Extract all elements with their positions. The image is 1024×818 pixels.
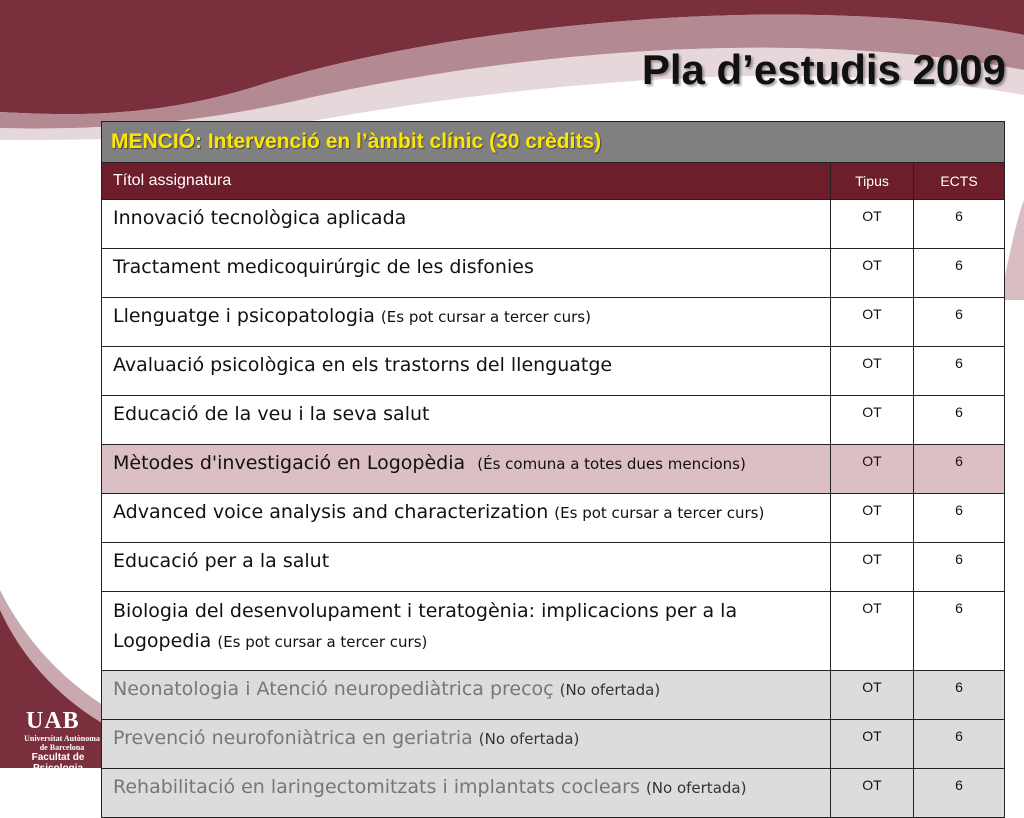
table-row [102, 543, 1005, 592]
course-name: Tractament medicoquirúrgic de les disfonies [113, 256, 534, 278]
course-cell [102, 298, 831, 347]
course-cell [102, 494, 831, 543]
course-ects: 6 [914, 249, 1005, 298]
course-name: Llenguatge i psicopatologia [113, 305, 375, 327]
university-name-line2: de Barcelona [39, 743, 85, 752]
course-note: (Es pot cursar a tercer curs) [217, 633, 428, 651]
course-name: Avaluació psicològica en els trastorns del llenguatge [113, 354, 613, 376]
subject-column-header: Títol assignatura [102, 163, 831, 200]
table-row [102, 249, 1005, 298]
course-cell [102, 249, 831, 298]
table-row [102, 396, 1005, 445]
course-ects: 6 [914, 494, 1005, 543]
course-name: Neonatologia i Atenció neuropediàtrica precoç [113, 678, 554, 700]
course-type: OT [831, 347, 914, 396]
course-ects: 6 [914, 592, 1005, 671]
table-row [102, 347, 1005, 396]
course-cell [102, 200, 831, 249]
course-name: Prevenció neurofoniàtrica en geriatria [113, 727, 473, 749]
course-cell [102, 769, 831, 818]
course-type: OT [831, 769, 914, 818]
course-name: Rehabilitació en laringectomitzats i implantats coclears [113, 776, 640, 798]
course-type: OT [831, 671, 914, 720]
course-cell [102, 592, 831, 671]
course-cell [102, 347, 831, 396]
course-note: (És comuna a totes dues mencions) [477, 455, 746, 473]
course-type: OT [831, 494, 914, 543]
uab-logo [0, 704, 112, 774]
course-type: OT [831, 249, 914, 298]
course-name: Advanced voice analysis and characterization [113, 501, 549, 523]
course-name: Innovació tecnològica aplicada [113, 207, 407, 229]
course-note: (No ofertada) [559, 681, 661, 699]
course-ects: 6 [914, 445, 1005, 494]
course-ects: 6 [914, 671, 1005, 720]
course-note: (No ofertada) [645, 779, 747, 797]
slide-title: Pla d’estudis 2009 [641, 46, 1006, 93]
type-column-header: Tipus [831, 163, 914, 200]
course-type: OT [831, 396, 914, 445]
mention-title: MENCIÓ: Intervenció en l’àmbit clínic (30 crèdits) [102, 122, 1005, 163]
course-ects: 6 [914, 347, 1005, 396]
course-ects: 6 [914, 200, 1005, 249]
course-cell [102, 445, 831, 494]
table-row [102, 200, 1005, 249]
course-type: OT [831, 720, 914, 769]
university-name-line1: Universitat Autònoma [24, 734, 100, 743]
course-name: Educació de la veu i la seva salut [113, 403, 430, 425]
table-row [102, 445, 1005, 494]
course-cell [102, 396, 831, 445]
course-ects: 6 [914, 769, 1005, 818]
course-note: (Es pot cursar a tercer curs) [380, 308, 591, 326]
courses-table [101, 121, 1005, 818]
course-type: OT [831, 200, 914, 249]
course-name: Mètodes d'investigació en Logopèdia [113, 452, 466, 474]
logo-mark: UAB [26, 708, 80, 734]
course-ects: 6 [914, 543, 1005, 592]
mention-row [102, 122, 1005, 163]
faculty-name: Facultat de Psicologia [31, 752, 85, 774]
course-ects: 6 [914, 396, 1005, 445]
course-type: OT [831, 298, 914, 347]
course-ects: 6 [914, 298, 1005, 347]
table-row [102, 494, 1005, 543]
course-type: OT [831, 592, 914, 671]
course-cell [102, 543, 831, 592]
table-row [102, 592, 1005, 671]
course-type: OT [831, 445, 914, 494]
table-row [102, 298, 1005, 347]
course-name: Educació per a la salut [113, 550, 330, 572]
course-ects: 6 [914, 720, 1005, 769]
table-row [102, 769, 1005, 818]
ects-column-header: ECTS [914, 163, 1005, 200]
table-row [102, 720, 1005, 769]
column-header-row [102, 163, 1005, 200]
course-cell [102, 720, 831, 769]
course-note: (No ofertada) [478, 730, 580, 748]
course-type: OT [831, 543, 914, 592]
university-name [22, 734, 102, 752]
course-name: Biologia del desenvolupament i teratogènia: implicacions per a la Logopedia [113, 600, 738, 652]
course-note: (Es pot cursar a tercer curs) [554, 504, 765, 522]
course-cell [102, 671, 831, 720]
table-row [102, 671, 1005, 720]
